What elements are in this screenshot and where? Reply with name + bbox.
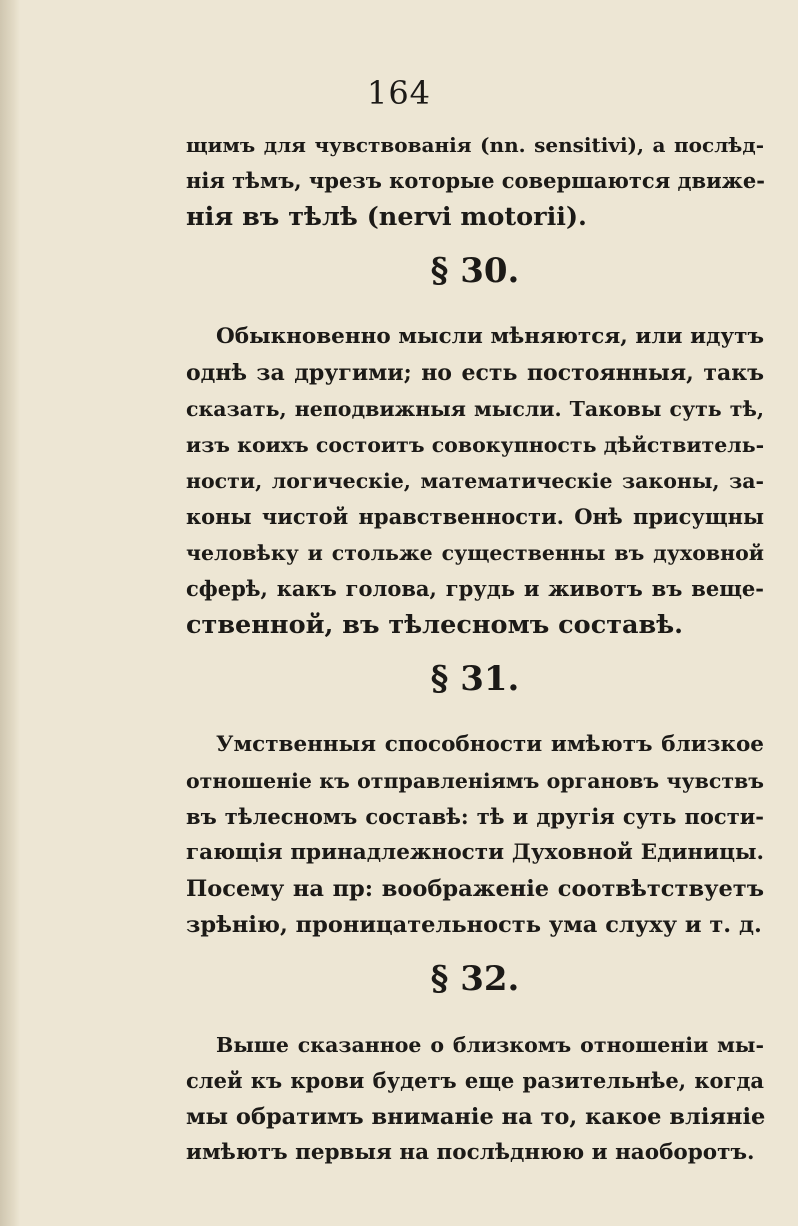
text-line: слей къ крови будетъ еще разительнѣе, когда (186, 1068, 764, 1093)
page-body (186, 127, 764, 1171)
text-line: ности, логическіе, математическіе законы, за- (186, 469, 764, 493)
text-line: изъ коихъ состоитъ совокупность дѣйствитель- (186, 433, 765, 457)
paragraph (186, 319, 764, 643)
paragraph (186, 127, 764, 235)
page-spine-shadow (0, 0, 20, 1226)
text-line: нія тѣмъ, чрезъ которые совершаются движе- (186, 168, 765, 193)
section-heading: § 30. (430, 251, 520, 291)
text-line: Обыкновенно мысли мѣняются, или идутъ (216, 324, 764, 349)
text-line: имѣютъ первыя на послѣднюю и наоборотъ. (186, 1140, 755, 1165)
text-line: Посему на пр: воображеніе соотвѣтствуетъ (186, 876, 764, 902)
section-heading: § 32. (430, 959, 520, 999)
text-line: щимъ для чувствованія (nn. sensitivi), а послѣд- (186, 133, 764, 157)
text-line: зрѣнію, проницательность ума слуху и т. д. (186, 912, 762, 938)
text-line: коны чистой нравственности. Онѣ присущны (186, 504, 764, 529)
text-line: нія въ тѣлѣ (nervi motorii). (186, 202, 587, 232)
paragraph (186, 727, 764, 943)
text-line: мы обратимъ вниманіе на то, какое вліяніе (186, 1104, 766, 1130)
text-line: въ тѣлесномъ составѣ: тѣ и другія суть пости- (186, 804, 764, 829)
text-line: Выше сказанное о близкомъ отношеніи мы- (216, 1033, 764, 1057)
paragraph (186, 1027, 764, 1171)
text-line: ственной, въ тѣлесномъ составѣ. (186, 610, 684, 640)
text-line: сферѣ, какъ голова, грудь и животъ въ веще- (186, 576, 764, 601)
section-heading: § 31. (430, 659, 520, 699)
text-line: отношеніе къ отправленіямъ органовъ чувствъ (186, 769, 764, 793)
text-line: гающія принадлежности Духовной Единицы. (186, 840, 764, 865)
text-line: однѣ за другими; но есть постоянныя, такъ (186, 360, 764, 386)
text-line: человѣку и стольже существенны въ духовной (186, 541, 764, 565)
text-line: сказать, неподвижныя мысли. Таковы суть тѣ, (186, 397, 764, 421)
text-line: Умственныя способности имѣютъ близкое (216, 732, 764, 757)
page-number: 164 (366, 74, 432, 112)
